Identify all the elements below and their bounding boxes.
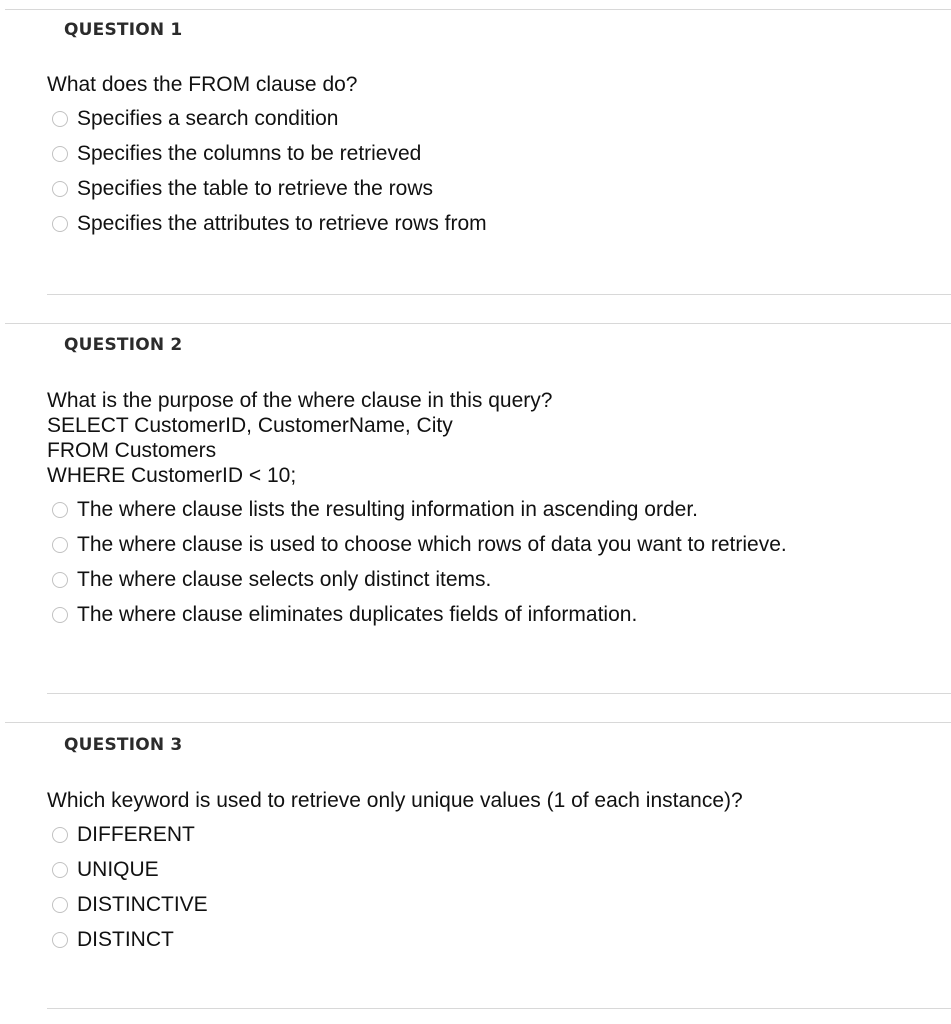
- divider: [5, 323, 951, 324]
- radio-button[interactable]: [52, 537, 68, 553]
- option-label[interactable]: The where clause selects only distinct items.: [77, 568, 492, 591]
- question-3-option-d[interactable]: [47, 922, 937, 957]
- divider: [5, 722, 951, 723]
- code-line: SELECT CustomerID, CustomerName, City: [47, 414, 453, 437]
- divider: [47, 693, 951, 694]
- question-3-option-c[interactable]: [47, 887, 937, 922]
- option-label[interactable]: DISTINCT: [77, 928, 174, 951]
- radio-button[interactable]: [52, 146, 68, 162]
- question-1-option-c[interactable]: [47, 171, 937, 206]
- divider: [47, 1008, 951, 1009]
- question-3: [47, 788, 937, 957]
- option-label[interactable]: The where clause eliminates duplicates fields of information.: [77, 603, 638, 626]
- radio-button[interactable]: [52, 181, 68, 197]
- question-1-option-d[interactable]: [47, 206, 937, 241]
- question-2-options: [47, 492, 937, 632]
- question-2-text: What is the purpose of the where clause in this query?: [47, 389, 553, 412]
- option-label[interactable]: Specifies a search condition: [77, 107, 339, 130]
- question-2-option-b[interactable]: [47, 527, 937, 562]
- radio-button[interactable]: [52, 502, 68, 518]
- option-label[interactable]: Specifies the table to retrieve the rows: [77, 177, 434, 200]
- question-1: [47, 72, 937, 241]
- divider: [5, 9, 951, 10]
- radio-button[interactable]: [52, 897, 68, 913]
- option-label[interactable]: Specifies the columns to be retrieved: [77, 142, 422, 165]
- question-2-header: QUESTION 2: [64, 335, 183, 355]
- question-2-option-d[interactable]: [47, 597, 937, 632]
- code-line: WHERE CustomerID < 10;: [47, 464, 297, 487]
- question-1-option-a[interactable]: [47, 101, 937, 136]
- question-3-option-b[interactable]: [47, 852, 937, 887]
- question-2-code: [47, 413, 937, 488]
- question-3-option-a[interactable]: [47, 817, 937, 852]
- question-3-text: Which keyword is used to retrieve only unique values (1 of each instance)?: [47, 789, 743, 812]
- question-2-option-a[interactable]: [47, 492, 937, 527]
- question-1-options: [47, 101, 937, 241]
- question-3-header: QUESTION 3: [64, 735, 183, 755]
- option-label[interactable]: Specifies the attributes to retrieve rows from: [77, 212, 487, 235]
- question-1-text: What does the FROM clause do?: [47, 73, 358, 96]
- radio-button[interactable]: [52, 572, 68, 588]
- question-3-options: [47, 817, 937, 957]
- radio-button[interactable]: [52, 932, 68, 948]
- radio-button[interactable]: [52, 216, 68, 232]
- radio-button[interactable]: [52, 862, 68, 878]
- option-label[interactable]: The where clause lists the resulting information in ascending order.: [77, 498, 698, 521]
- radio-button[interactable]: [52, 111, 68, 127]
- option-label[interactable]: The where clause is used to choose which rows of data you want to retrieve.: [77, 533, 787, 556]
- question-2-option-c[interactable]: [47, 562, 937, 597]
- question-1-option-b[interactable]: [47, 136, 937, 171]
- question-2: [47, 388, 937, 632]
- question-1-header: QUESTION 1: [64, 20, 183, 40]
- radio-button[interactable]: [52, 827, 68, 843]
- option-label[interactable]: DIFFERENT: [77, 823, 195, 846]
- divider: [47, 294, 951, 295]
- option-label[interactable]: UNIQUE: [77, 858, 159, 881]
- option-label[interactable]: DISTINCTIVE: [77, 893, 208, 916]
- code-line: FROM Customers: [47, 439, 217, 462]
- radio-button[interactable]: [52, 607, 68, 623]
